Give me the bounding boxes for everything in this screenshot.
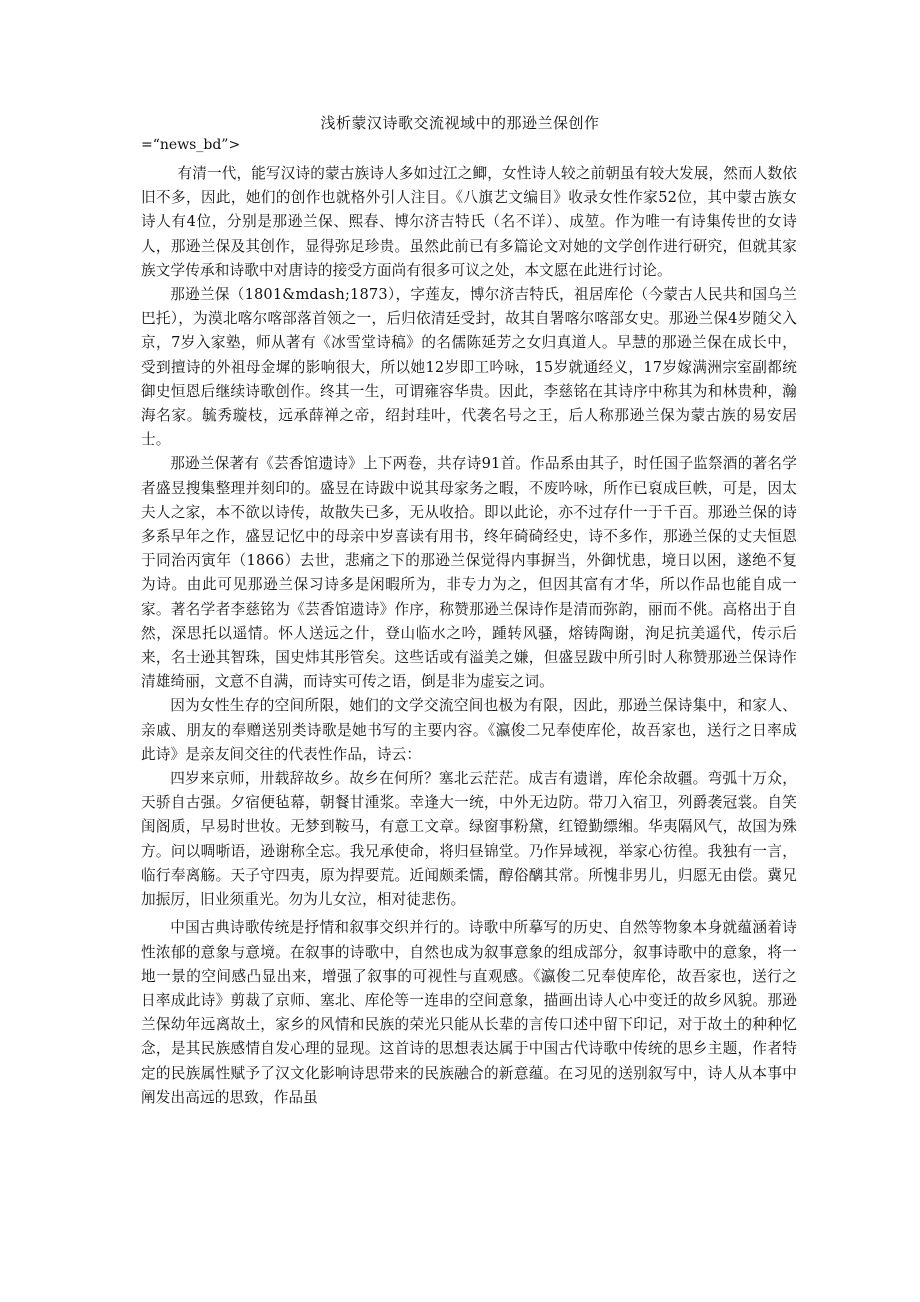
- paragraph-poem-quote: 四岁来京师，卅载辞故乡。故乡在何所？塞北云茫茫。成吉有遗谱，库伦余故疆。弯弧十万众，天骄自古强。夕宿便毡幕，朝餐甘湩浆。幸逢大一统，中外无边防。带刀入宿卫，列爵袭冠裳。自笑闺阁质，早易时世妆。无梦到鞍马，有意工文章。绿窗事粉黛，红镫勤缥缃。华夷隔风气，故国为殊方。问以啁哳语，逊谢称全忘。我兄承使命，将归昼锦堂。乃作异域视，举家心彷徨。我独有一言，临行奉离觞。天子守四夷，原为捍要荒。近闻颇柔懦，醇俗醨其常。所愧非男儿，归愿无由偿。冀兄加振厉，旧业须重光。勿为儿女泣，相对徒悲伤。: [141, 770, 797, 909]
- article-body: [141, 162, 797, 1110]
- paragraph-works: 那逊兰保著有《芸香馆遗诗》上下两卷，共存诗91首。作品系由其子，时任国子监祭酒的著名学者盛昱搜集整理并刻印的。盛昱在诗跋中说其母家务之暇，不废吟咏，所作已裒成巨帙，可是，因太夫人之家，本不欲以诗传，故散失已多，无从收拾。即以此论，亦不过存什一于千百。那逊兰保的诗多系早年之作，盛昱记忆中的母亲中岁喜读有用书，终年碕碕经史，诗不多作，那逊兰保的丈夫恒恩于同治丙寅年（1866）去世，悲痛之下的那逊兰保觉得内事摒当，外御忧患，境日以困，遂绝不复为诗。由此可见那逊兰保习诗多是闲暇所为，非专力为之，但因其富有才华，所以作品也能自成一家。著名学者李慈铭为《芸香馆遗诗》作序，称赞那逊兰保诗作是清而弥韵，丽而不佻。高格出于自然，深思托以遥情。怀人送远之什，登山临水之吟，踵转风骚，熔铸陶谢，洵足抗美遥代，传示后来，名士逊其智珠，国史炜其彤管矣。这些话或有溢美之嫌，但盛昱跋中所引时人称赞那逊兰保诗作清雄绮丽，文意不自满，而诗实可传之语，倒是非为虚妄之词。: [141, 455, 797, 691]
- paragraph-intro: 有清一代，能写汉诗的蒙古族诗人多如过江之鲫，女性诗人较之前朝虽有较大发展，然而人数依旧不多，因此，她们的创作也就格外引人注目。《八旗艺文编目》收录女性作家52位，其中蒙古族女诗人有4位，分别是那逊兰保、熙春、博尔济吉特氏（名不详）、成堃。作为唯一有诗集传世的女诗人，那逊兰保及其创作，显得弥足珍贵。虽然此前已有多篇论文对她的文学创作进行研究，但就其家族文学传承和诗歌中对唐诗的接受方面尚有很多可议之处，本文愿在此进行讨论。: [141, 165, 797, 279]
- paragraph-analysis: 中国古典诗歌传统是抒情和叙事交织并行的。诗歌中所摹写的历史、自然等物象本身就蕴涵着诗性浓郁的意象与意境。在叙事的诗歌中，自然也成为叙事意象的组成部分，叙事诗歌中的意象，将一地一景的空间感凸显出来，增强了叙事的可视性与直观感。《瀛俊二兄奉使库伦，故吾家也，送行之日率成此诗》剪裁了京师、塞北、库伦等一连串的空间意象，描画出诗人心中变迁的故乡风貌。那逊兰保幼年远离故土，家乡的风情和民族的荣光只能从长辈的言传口述中留下印记，对于故土的种种忆念，是其民族感情自发心理的显现。这首诗的思想表达属于中国古代诗歌中传统的思乡主题，作者特定的民族属性赋予了汉文化影响诗思带来的民族融合的新意蕴。在习见的送别叙写中，诗人从本事中阐发出高远的思致，作品虽: [141, 919, 797, 1106]
- paragraph-exchange: 因为女性生存的空间所限，她们的文学交流空间也极为有限，因此，那逊兰保诗集中，和家人、亲戚、朋友的奉赠送别类诗歌是她书写的主要内容。《瀛俊二兄奉使库伦，故吾家也，送行之日率成此诗》是亲友间交往的代表性作品，诗云：: [141, 697, 797, 763]
- stray-code-text: =“news_bd”>: [141, 137, 241, 153]
- paragraph-biography: 那逊兰保（1801&mdash;1873），字莲友，博尔济吉特氏，祖居库伦（今蒙古人民共和国乌兰巴托），为漠北喀尔喀部落首领之一，后归依清廷受封，故其自署喀尔喀部女史。那逊兰保4岁随父入京，7岁入家塾，师从著有《冰雪堂诗稿》的名儒陈延芳之女归真道人。早慧的那逊兰保在成长中，受到擅诗的外祖母金墀的影响很大，所以她12岁即工吟咏，15岁就通经义，17岁嫁满洲宗室副都统御史恒恩后继续诗歌创作。终其一生，可谓雍容华贵。因此，李慈铭在其诗序中称其为和林贵种，瀚海名家。毓秀璇枝，远承薛禅之帝，绍封珪叶，代袭名号之王，后人称那逊兰保为蒙古族的易安居士。: [141, 286, 797, 449]
- article-title: 浅析蒙汉诗歌交流视域中的那逊兰保创作: [320, 114, 600, 132]
